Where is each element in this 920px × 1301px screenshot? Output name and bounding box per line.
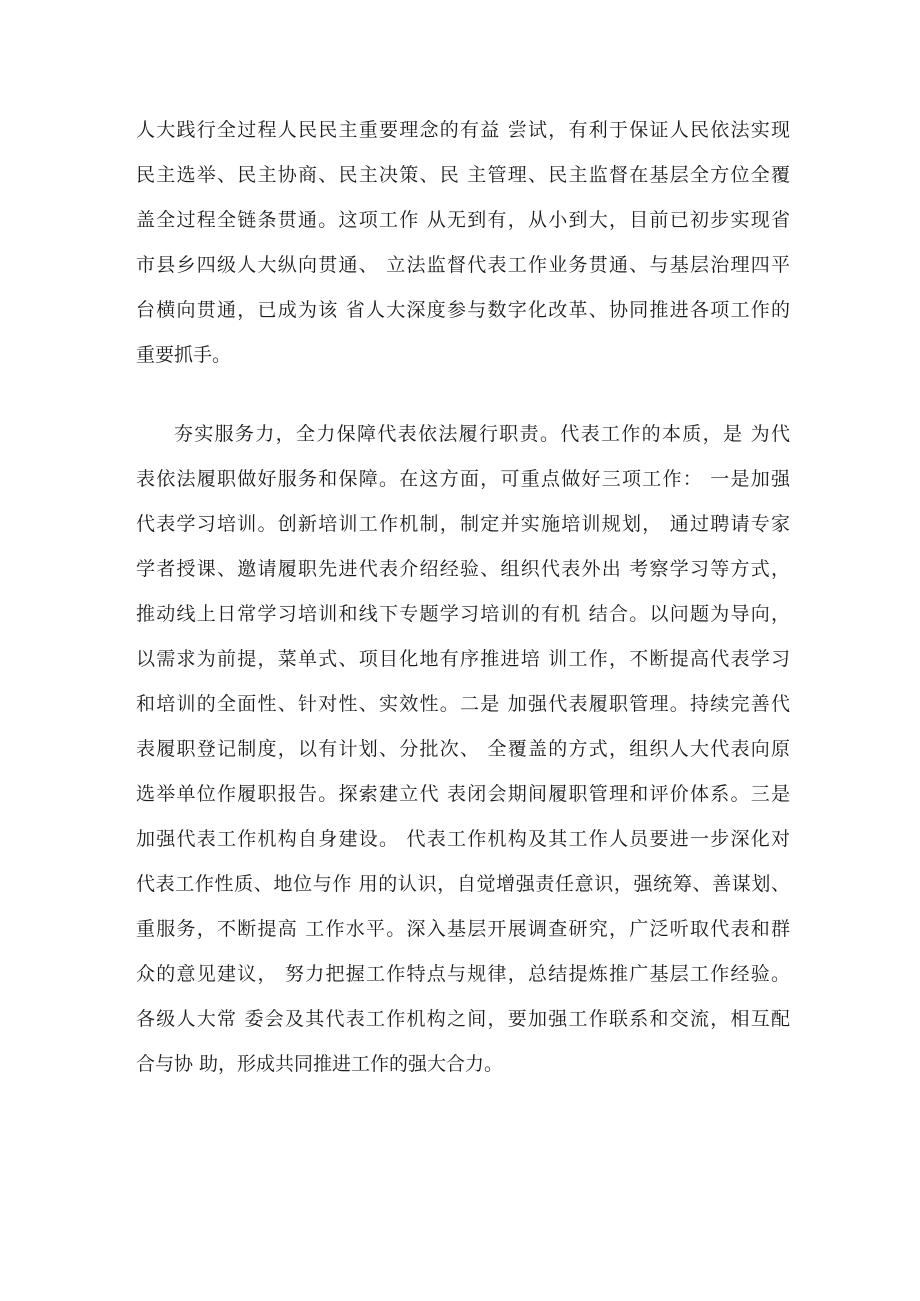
text-line: 表履职登记制度，以有计划、分批次、 全覆盖的方式，组织人大代表向原 [136,738,790,760]
text-line: 加强代表工作机构自身建设。 代表工作机构及其工作人员要进一步深化对 [136,828,790,850]
text-line: 推动线上日常学习培训和线下专题学习培训的有机 结合。以问题为导向， [136,603,790,625]
text-line: 各级人大常 委会及其代表工作机构之间，要加强工作联系和交流，相互配 [136,1008,790,1030]
text-line: 民主选举、民主协商、民主决策、民 主管理、民主监督在基层全方位全覆 [136,164,790,186]
text-line: 人大践行全过程人民民主重要理念的有益 尝试，有利于保证人民依法实现 [136,119,790,141]
text-line: 盖全过程全链条贯通。这项工作 从无到有，从小到大，目前已初步实现省 [136,209,790,231]
text-line: 重服务，不断提高 工作水平。深入基层开展调查研究，广泛听取代表和群 [136,918,790,940]
text-line: 表依法履职做好服务和保障。在这方面，可重点做好三项工作： 一是加强 [136,468,790,490]
text-line: 台横向贯通，已成为该 省人大深度参与数字化改革、协同推进各项工作的 [136,299,790,321]
text-line: 重要抓手。 [136,344,232,366]
text-line: 代表工作性质、地位与作 用的认识，自觉增强责任意识，强统筹、善谋划、 [136,873,790,895]
text-line: 和培训的全面性、针对性、实效性。二是 加强代表履职管理。持续完善代 [136,693,790,715]
text-line: 市县乡四级人大纵向贯通、 立法监督代表工作业务贯通、与基层治理四平 [136,254,790,276]
text-line: 夯实服务力，全力保障代表依法履行职责。代表工作的本质，是 为代 [174,423,790,445]
text-line: 学者授课、邀请履职先进代表介绍经验、组织代表外出 考察学习等方式， [136,558,790,580]
text-line: 众的意见建议， 努力把握工作特点与规律，总结提炼推广基层工作经验。 [136,963,790,985]
text-line: 选举单位作履职报告。探索建立代 表闭会期间履职管理和评价体系。三是 [136,783,790,805]
text-line: 代表学习培训。创新培训工作机制，制定并实施培训规划， 通过聘请专家 [136,513,790,535]
text-line: 以需求为前提，菜单式、项目化地有序推进培 训工作，不断提高代表学习 [136,648,790,670]
text-line: 合与协 助，形成共同推进工作的强大合力。 [136,1053,504,1075]
